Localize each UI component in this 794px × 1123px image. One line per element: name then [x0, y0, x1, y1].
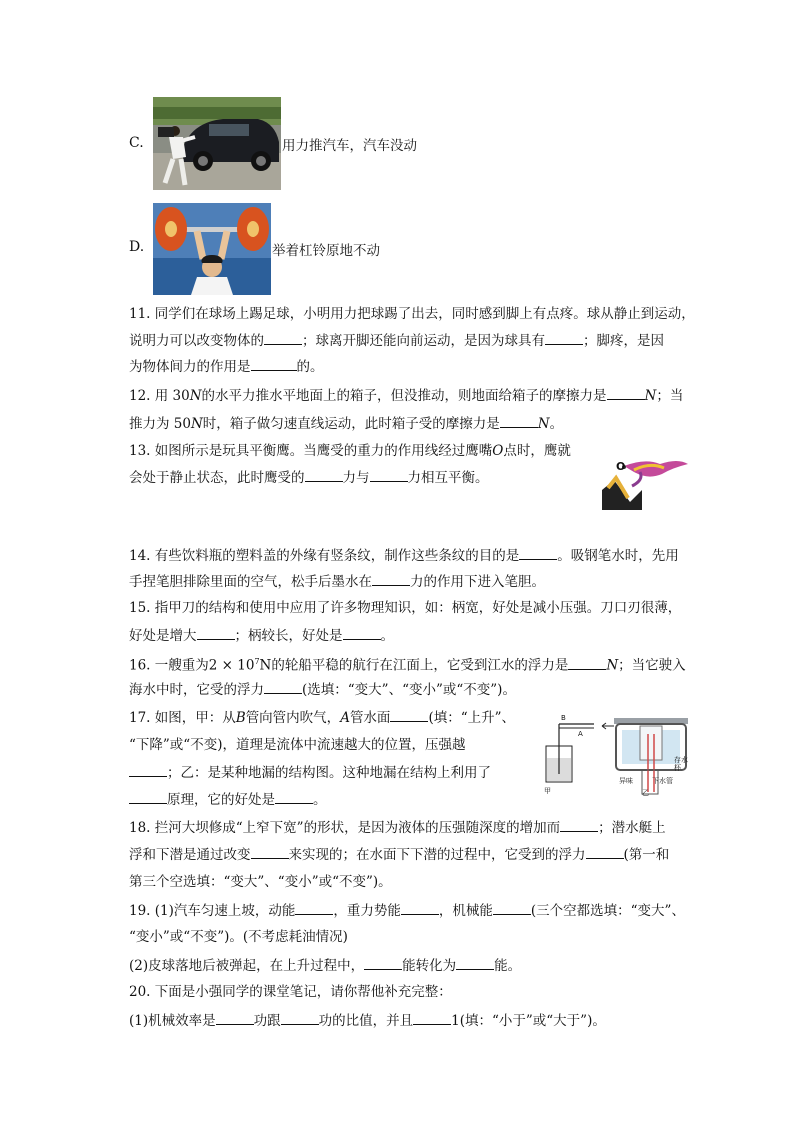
q15-line1: 15. 指甲刀的结构和使用中应用了许多物理知识，如：柄宽，好处是减小压强。刀口刃很薄，: [129, 600, 682, 616]
q13-blank2[interactable]: [370, 467, 408, 482]
q16-line2: 海水中时，它受的浮力 (选填：“变大”、“变小”或“不变”)。: [129, 679, 516, 700]
q19-blank2[interactable]: [401, 900, 439, 915]
q17-blank2[interactable]: [129, 762, 167, 777]
fig-a-label: A: [578, 730, 583, 738]
q17-figure: [542, 712, 694, 798]
q12-blank2[interactable]: [500, 413, 538, 428]
q11-line3: 为物体间力的作用是 的。: [129, 356, 324, 377]
q19-line1: 19. (1)汽车匀速上坡，动能 ，重力势能 ，机械能 (三个空都选填：“变大”、: [129, 900, 685, 921]
q15-blank2[interactable]: [343, 625, 381, 640]
q17-line1: 17. 如图，甲：从B管向管内吹气，A管水面 (填：“上升”、: [129, 707, 515, 728]
fig-jia-label: 甲: [544, 787, 551, 795]
option-d-label: D.: [129, 239, 145, 255]
q17-line2: “下降”或“不变)，道理是流体中流速越大的位置，压强越: [129, 737, 466, 753]
q19-line2: “变小”或“不变”)。(不考虑耗油情况): [129, 929, 348, 945]
q11-blank3[interactable]: [251, 356, 297, 371]
q19-blank3[interactable]: [493, 900, 531, 915]
q20-line2: (1)机械效率是 功跟 功的比值，并且 1(填：“小于”或“大于”)。: [129, 1010, 606, 1031]
weightlifter-photo: [153, 203, 271, 295]
q18-blank3[interactable]: [586, 844, 624, 859]
balance-eagle-figure: [600, 450, 690, 512]
q19-blank4[interactable]: [364, 955, 402, 970]
q16-blank1[interactable]: [568, 655, 606, 670]
q17-line3: ；乙：是某种地漏的结构图。这种地漏在结构上利用了: [129, 762, 491, 783]
q17-blank4[interactable]: [275, 789, 313, 804]
q20-blank1[interactable]: [216, 1010, 254, 1025]
q12-line2: 推力为 50N时，箱子做匀速直线运动，此时箱子受的摩擦力是 N。: [129, 413, 563, 434]
option-d-text: 举着杠铃原地不动: [272, 243, 380, 259]
q11-blank1[interactable]: [264, 330, 302, 345]
q16-line1: 16. 一艘重为$2 \times 10^7N$的轮船平稳的航行在江面上，它受到江水的浮力是 N；当它驶入: [129, 652, 686, 676]
car-push-photo: [153, 97, 281, 190]
q18-line1: 18. 拦河大坝修成“上窄下宽”的形状，是因为液体的压强随深度的增加而 ；潜水艇上: [129, 817, 666, 838]
fig-store-label: 存水杯: [674, 756, 688, 772]
q20-blank3[interactable]: [413, 1010, 451, 1025]
q14-line2: 手捏笔胆排除里面的空气，松手后墨水在 力的作用下进入笔胆。: [129, 571, 545, 592]
q18-line3: 第三个空选填：“变大”、“变小”或“不变”)。: [129, 874, 392, 890]
q12-line1: 12. 用 30N的水平力推水平地面上的箱子，但没推动，则地面给箱子的摩擦力是 N；当: [129, 385, 683, 406]
q14-line1: 14. 有些饮料瓶的塑料盖的外缘有竖条纹，制作这些条纹的目的是 。吸钢笔水时，先用: [129, 545, 679, 566]
fig-body-label: 异味: [619, 777, 633, 785]
q11-line2: 说明力可以改变物体的 ；球离开脚还能向前运动，是因为球具有 ；脚疼，是因: [129, 330, 664, 351]
q15-line2: 好处是增大 ；柄较长，好处是 。: [129, 625, 394, 646]
q11-blank2[interactable]: [545, 330, 583, 345]
q13-line1: 13. 如图所示是玩具平衡鹰。当鹰受的重力的作用线经过鹰嘴O点时，鹰就: [129, 443, 571, 459]
q11-line1: 11. 同学们在球场上踢足球，小明用力把球踢了出去，同时感到脚上有点疼。球从静止到运动，: [129, 306, 695, 322]
q14-blank1[interactable]: [519, 545, 557, 560]
q18-blank2[interactable]: [251, 844, 289, 859]
q18-line2: 浮和下潜是通过改变 来实现的；在水面下下潜的过程中，它受到的浮力 (第一和: [129, 844, 669, 865]
q17-line4: 原理，它的好处是 。: [129, 789, 327, 810]
q13-blank1[interactable]: [305, 467, 343, 482]
option-c-text: 用力推汽车，汽车没动: [282, 138, 417, 154]
q20-blank2[interactable]: [281, 1010, 319, 1025]
eagle-o-label: O: [616, 460, 626, 473]
option-c-label: C.: [129, 135, 144, 151]
q19-blank1[interactable]: [295, 900, 333, 915]
fig-drain-label: 下水管: [652, 777, 673, 785]
q18-blank1[interactable]: [560, 817, 598, 832]
q17-blank3[interactable]: [129, 789, 167, 804]
q19-line3: (2)皮球落地后被弹起，在上升过程中， 能转化为 能。: [129, 955, 521, 976]
fig-b-label: B: [561, 714, 566, 722]
q19-blank5[interactable]: [456, 955, 494, 970]
q13-line2: 会处于静止状态，此时鹰受的 力与 力相互平衡。: [129, 467, 489, 488]
q20-line1: 20. 下面是小强同学的课堂笔记，请你帮他补充完整：: [129, 984, 452, 1000]
q14-blank2[interactable]: [372, 571, 410, 586]
q17-blank1[interactable]: [390, 707, 428, 722]
q15-blank1[interactable]: [197, 625, 235, 640]
q16-blank2[interactable]: [264, 679, 302, 694]
q12-blank1[interactable]: [607, 385, 645, 400]
fig-yi-label: 乙: [642, 789, 649, 797]
